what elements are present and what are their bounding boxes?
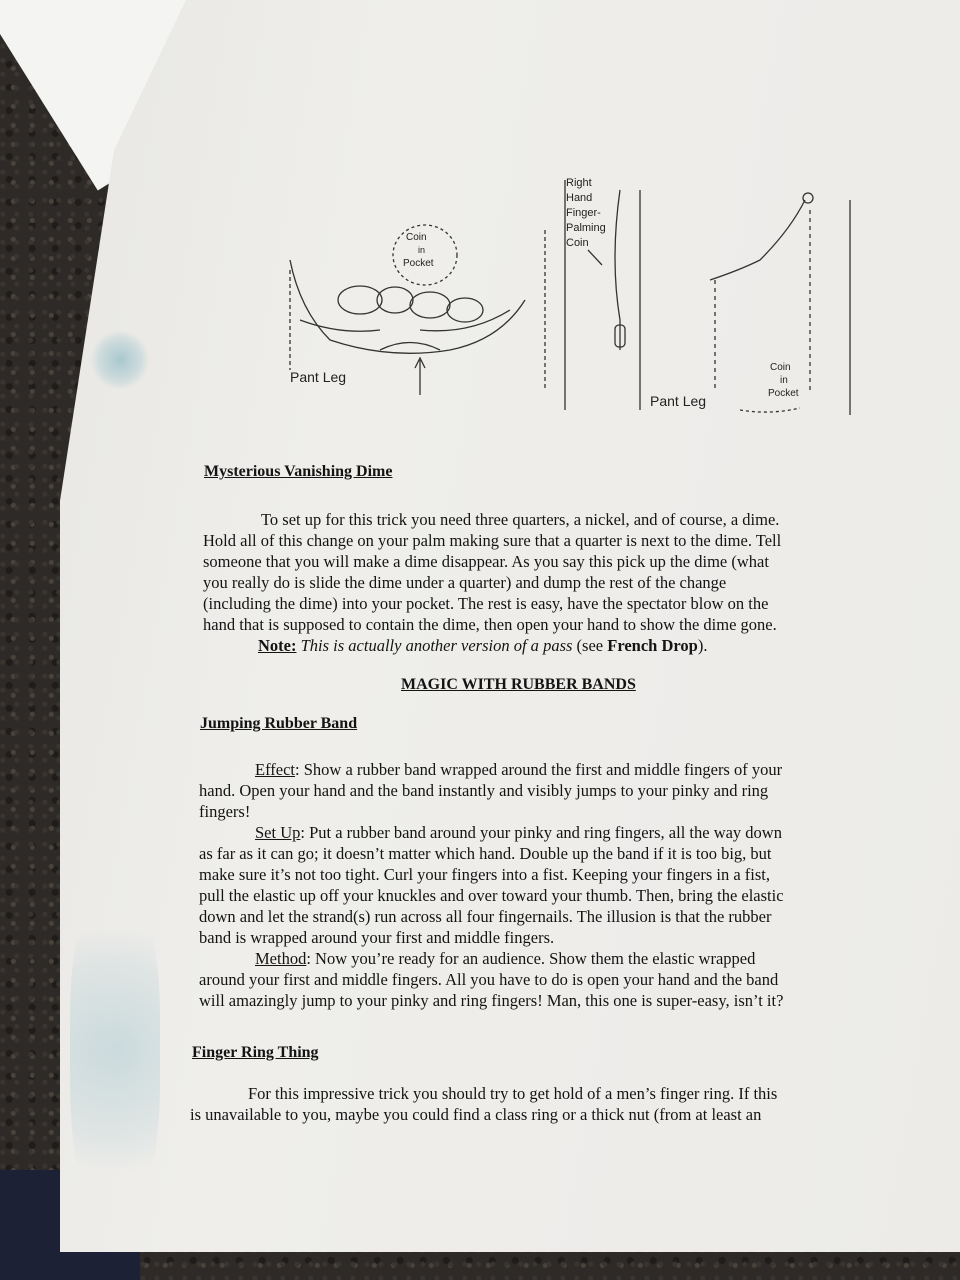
method-label: Method: [255, 949, 307, 968]
body-line: fingers!: [199, 802, 251, 821]
section-title-finger-ring-thing: Finger Ring Thing: [192, 1044, 319, 1061]
water-stain: [90, 330, 150, 390]
section-title-vanishing-dime: Mysterious Vanishing Dime: [204, 463, 393, 480]
right-hand-label-4: Palming: [566, 222, 606, 234]
body-line: hand that is supposed to contain the dime, then open your hand to show the dime gone.: [203, 615, 777, 634]
body-line: is unavailable to you, maybe you could find a class ring or a thick nut (from at least an: [190, 1105, 762, 1124]
right-pant-leg-label: Pant Leg: [650, 393, 707, 409]
setup-line: [199, 822, 869, 843]
right-hand-label-5: Coin: [566, 237, 589, 249]
method-text: : Now you’re ready for an audience. Show them the elastic wrapped: [306, 949, 756, 968]
body-line: around your first and middle fingers. All you have to do is open your hand and the band: [199, 970, 779, 989]
body-line: make sure it’s not too tight. Curl your fingers into a fist. Keeping your fingers in a fist,: [199, 865, 770, 884]
body-line: band is wrapped around your first and middle fingers.: [199, 928, 555, 947]
finger-ring-thing-body: [190, 1083, 870, 1125]
body-line: pull the elastic up off your knuckles and over toward your thumb. Then, bring the elastic: [199, 886, 784, 905]
right-coin-label-3: Pocket: [768, 388, 799, 399]
left-coin-label-2: in: [418, 245, 426, 255]
section-title-jumping-rubber-band: Jumping Rubber Band: [200, 715, 358, 732]
note-pass: pass: [543, 636, 573, 655]
setup-label: Set Up: [255, 823, 301, 842]
right-hand-label-1: Right: [566, 177, 592, 189]
note-ref: French Drop: [607, 636, 698, 655]
effect-label: Effect: [255, 760, 296, 779]
jumping-rubber-band-body: [199, 759, 869, 1011]
note-text-a: This is actually another version of a: [296, 636, 544, 655]
note-line: [203, 635, 863, 656]
effect-text: : Show a rubber band wrapped around the first and middle fingers of your: [295, 760, 783, 779]
left-coin-label-1: Coin: [406, 232, 427, 243]
note-text-b: (see: [572, 636, 608, 655]
note-label: Note:: [258, 636, 297, 655]
water-stain-lower: [70, 880, 160, 1220]
illustration: [270, 160, 870, 430]
body-line: (including the dime) into your pocket. The rest is easy, have the spectator blow on the: [203, 594, 769, 613]
right-coin-label-2: in: [780, 375, 788, 386]
body-line: someone that you will make a dime disappear. As you say this pick up the dime (what: [203, 552, 769, 571]
right-hand-label-2: Hand: [566, 192, 593, 204]
chapter-title: MAGIC WITH RUBBER BANDS: [401, 676, 636, 693]
method-line: [199, 948, 869, 969]
body-line: To set up for this trick you need three quarters, a nickel, and of course, a dime.: [261, 510, 780, 529]
right-coin-label-1: Coin: [770, 362, 791, 373]
body-line: you really do is slide the dime under a quarter) and dump the rest of the change: [203, 573, 727, 592]
body-line: hand. Open your hand and the band instantly and visibly jumps to your pinky and ring: [199, 781, 769, 800]
illustration-svg: [270, 160, 870, 430]
note-text-c: ).: [697, 636, 708, 655]
effect-line: [199, 759, 869, 780]
body-line: as far as it can go; it doesn’t matter which hand. Double up the band if it is too big, but: [199, 844, 772, 863]
left-coin-label-3: Pocket: [403, 258, 434, 269]
right-hand-label-3: Finger-: [566, 207, 601, 219]
vanishing-dime-body: [203, 509, 863, 656]
left-pant-leg-label: Pant Leg: [290, 369, 347, 385]
body-line: will amazingly jump to your pinky and ring fingers! Man, this one is super-easy, isn’t it?: [199, 991, 784, 1010]
setup-text: : Put a rubber band around your pinky and ring fingers, all the way down: [300, 823, 782, 842]
body-line: Hold all of this change on your palm making sure that a quarter is next to the dime. Tell: [203, 531, 782, 550]
body-line: down and let the strand(s) run across all four fingernails. The illusion is that the rubber: [199, 907, 772, 926]
body-line: For this impressive trick you should try to get hold of a men’s finger ring. If this: [248, 1084, 778, 1103]
